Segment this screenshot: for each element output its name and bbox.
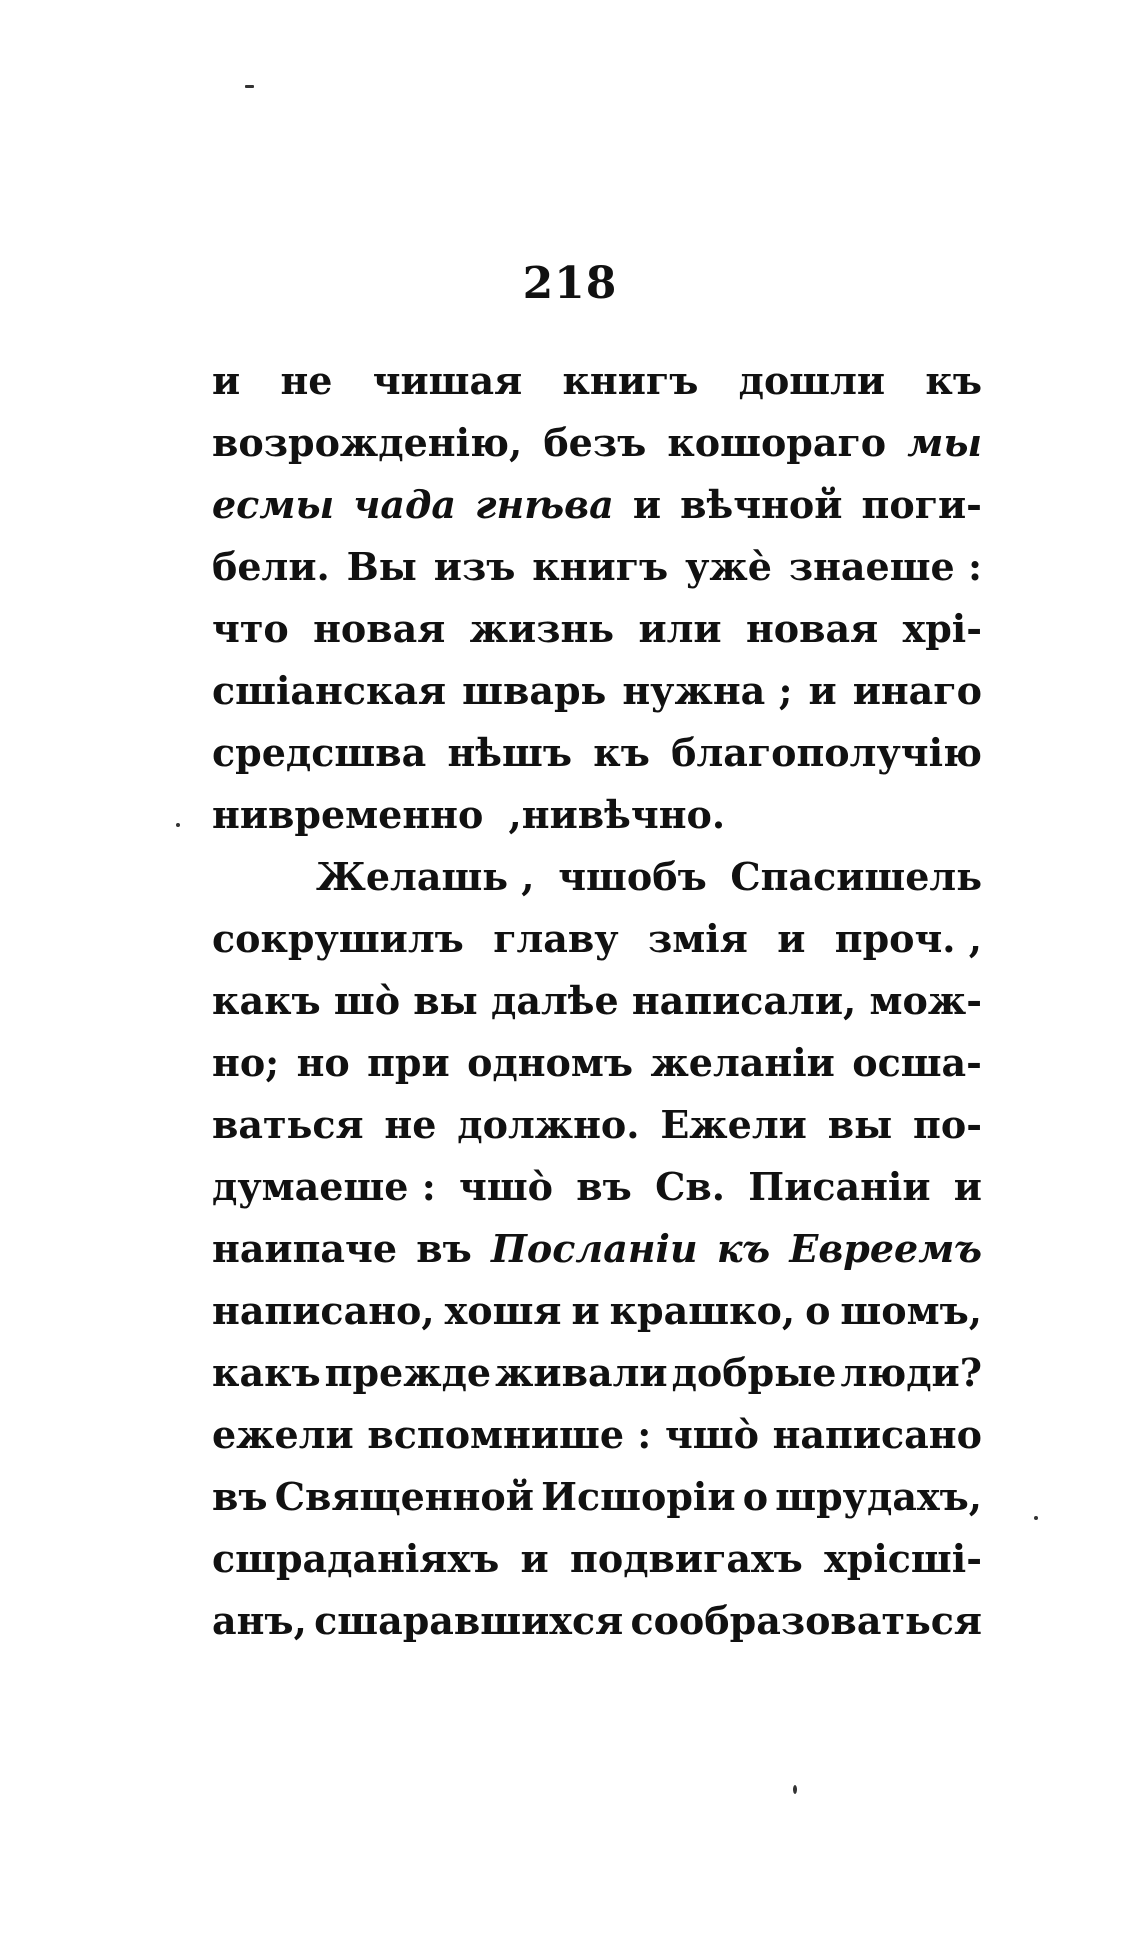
word: главу — [493, 916, 619, 961]
word: какъ — [212, 1350, 321, 1395]
word: не — [384, 1102, 437, 1147]
word: наипаче — [212, 1226, 398, 1271]
word: книгъ — [532, 544, 669, 589]
word: и — [953, 1164, 982, 1209]
word: одномъ — [467, 1040, 634, 1085]
italic-word: мы — [907, 420, 982, 465]
word: новая — [745, 606, 879, 651]
word: дошли — [738, 358, 886, 403]
word: о — [805, 1288, 831, 1333]
word: написано — [772, 1412, 982, 1457]
text-line — [212, 1590, 982, 1652]
ink-speck — [1034, 1516, 1038, 1520]
word: о — [742, 1474, 769, 1519]
word: но; — [212, 1040, 280, 1085]
text-line — [212, 1466, 982, 1528]
word: вѣчной — [680, 482, 843, 527]
word: змія — [648, 916, 748, 961]
word: мож- — [869, 978, 982, 1023]
text-line — [212, 598, 982, 660]
word: временно , — [268, 792, 522, 837]
italic-word: Посланіи — [491, 1226, 698, 1271]
text-line — [212, 1528, 982, 1590]
text-line — [212, 1156, 982, 1218]
text-line — [212, 350, 982, 412]
word: шварь — [462, 668, 607, 713]
word: должно. — [457, 1102, 640, 1147]
word: какъ — [212, 978, 321, 1023]
word: добрые — [671, 1350, 837, 1395]
word: въ — [576, 1164, 632, 1209]
word: къ — [593, 730, 650, 775]
text-line — [212, 474, 982, 536]
text-line — [212, 970, 982, 1032]
word: въ — [416, 1226, 472, 1271]
text-line — [212, 1342, 982, 1404]
text-line — [212, 784, 982, 846]
word: желаніи — [650, 1040, 835, 1085]
word: ни — [212, 792, 268, 837]
word: написано, — [212, 1288, 435, 1333]
word: Ежели — [660, 1102, 807, 1147]
word: чшобъ — [558, 854, 707, 899]
text-line — [212, 1032, 982, 1094]
word: знаеше : — [788, 544, 982, 589]
word: Спасишель — [730, 854, 982, 899]
word: анъ, — [212, 1598, 307, 1643]
italic-word: Евреемъ — [789, 1226, 982, 1271]
word: крашко, — [609, 1288, 796, 1333]
word: подвигахъ — [570, 1536, 803, 1581]
word: хрісші- — [824, 1536, 982, 1581]
word: написали, — [631, 978, 857, 1023]
word: ни — [521, 792, 578, 837]
text-line — [212, 1280, 982, 1342]
word: безъ — [543, 420, 647, 465]
ink-speck — [245, 85, 254, 88]
text-line — [212, 1094, 982, 1156]
word: прежде — [324, 1350, 492, 1395]
word: къ — [925, 358, 982, 403]
word: сшіанская — [212, 668, 447, 713]
word: сшаравшихся — [314, 1598, 624, 1643]
word: Вы — [346, 544, 417, 589]
word: сокрушилъ — [212, 916, 464, 961]
italic-word: есмы — [212, 482, 335, 527]
word: ежели — [212, 1412, 354, 1457]
word: въ — [212, 1474, 268, 1519]
word: шо̀ — [333, 978, 401, 1023]
word: и — [632, 482, 662, 527]
word: ваться — [212, 1102, 364, 1147]
word: осша- — [852, 1040, 982, 1085]
text-line — [212, 536, 982, 598]
word: сшраданіяхъ — [212, 1536, 500, 1581]
word: шрудахъ, — [775, 1474, 982, 1519]
word: и — [212, 358, 241, 403]
word: люди? — [840, 1350, 982, 1395]
word: чшо̀ — [459, 1164, 553, 1209]
word: средсшва — [212, 730, 427, 775]
word: Писаніи — [748, 1164, 931, 1209]
word: далѣе — [491, 978, 619, 1023]
word: книгъ — [562, 358, 699, 403]
word: хошя — [444, 1288, 562, 1333]
word: и — [808, 668, 837, 713]
word: при — [367, 1040, 450, 1085]
word: Желашь , — [316, 854, 535, 899]
word: кошораго — [667, 420, 887, 465]
word: чишая — [372, 358, 523, 403]
text-line — [212, 722, 982, 784]
word: по- — [913, 1102, 982, 1147]
word: нужна ; — [622, 668, 793, 713]
word: новая — [313, 606, 446, 651]
word: Исшоріи — [541, 1474, 736, 1519]
ink-speck — [793, 1785, 797, 1794]
italic-word: къ — [716, 1226, 771, 1271]
text-line — [212, 1218, 982, 1280]
word: ужѐ — [685, 544, 772, 589]
text-line — [212, 660, 982, 722]
text-line — [212, 412, 982, 474]
word: сообразоваться — [630, 1598, 982, 1643]
word: бели. — [212, 544, 330, 589]
word: поги- — [861, 482, 982, 527]
word: проч. , — [834, 916, 982, 961]
word: думаеше : — [212, 1164, 436, 1209]
italic-word: чада — [353, 482, 457, 527]
word: благополучію — [671, 730, 982, 775]
text-line — [212, 908, 982, 970]
word: нѣшъ — [447, 730, 572, 775]
word: не — [280, 358, 333, 403]
word: живали — [495, 1350, 668, 1395]
word: но — [296, 1040, 350, 1085]
word: инаго — [852, 668, 982, 713]
word: возрожденію, — [212, 420, 523, 465]
word: вы — [827, 1102, 893, 1147]
word: и — [777, 916, 806, 961]
word: вспомнише : — [367, 1412, 652, 1457]
ink-speck — [176, 823, 180, 827]
word: что — [212, 606, 289, 651]
word: и — [571, 1288, 600, 1333]
page-number: 218 — [522, 258, 618, 309]
word: хрі- — [902, 606, 982, 651]
word: или — [638, 606, 722, 651]
word: вы — [413, 978, 478, 1023]
word: изъ — [433, 544, 516, 589]
italic-word: гнѣва — [475, 482, 614, 527]
text-line — [212, 1404, 982, 1466]
body-text — [212, 350, 982, 1652]
word: жизнь — [469, 606, 615, 651]
word: Священной — [274, 1474, 534, 1519]
word: шомъ, — [840, 1288, 982, 1333]
word: вѣчно. — [577, 792, 726, 837]
word: Св. — [655, 1164, 725, 1209]
word: чшо̀ — [664, 1412, 759, 1457]
text-line — [212, 846, 982, 908]
word: и — [520, 1536, 549, 1581]
